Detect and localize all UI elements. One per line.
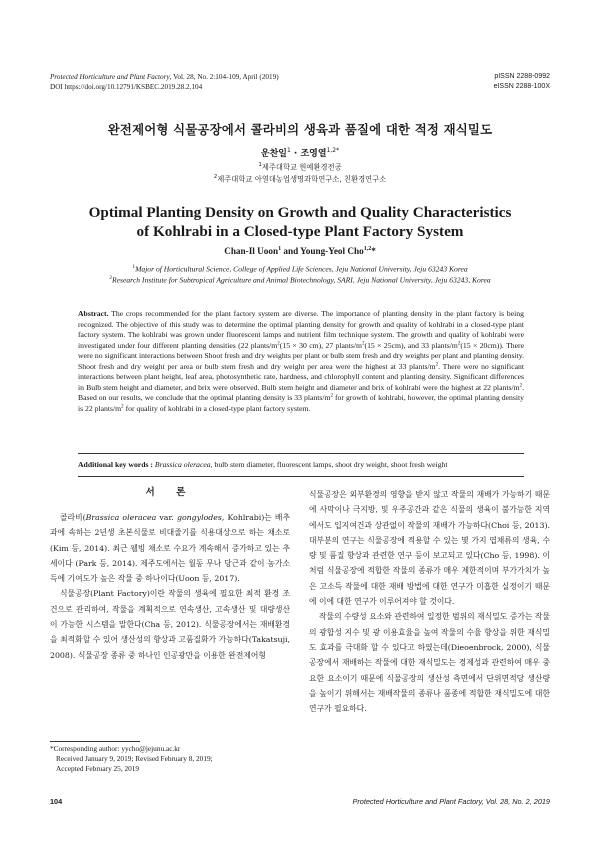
english-author-1-sup: 1 xyxy=(278,246,282,252)
korean-author-1-sup: 1 xyxy=(286,147,291,154)
english-authors xyxy=(40,246,560,256)
corresponding-mark: * xyxy=(371,246,376,257)
variety-name: gongylodes xyxy=(176,513,222,522)
abstract-text-8: for quality of kohlrabi in a closed-type plant factory system. xyxy=(123,403,311,413)
accepted-date: Accepted February 25, 2019 xyxy=(56,763,140,773)
citation-block xyxy=(50,72,410,92)
corresponding-author: *Corresponding author: yycho@jejunu.ac.kr xyxy=(50,744,181,753)
english-title-line-1: Optimal Planting Density on Growth and Quality Characteristics xyxy=(88,204,512,221)
korean-affiliation-2 xyxy=(40,174,560,184)
intro-paragraph-2: 식물공장(Plant Factory)이란 작물의 생육에 필요한 최적 환경 조건으로 관리하여, 작물을 계획적으로 연속생산, 고속생산 및 대량생산이 가능한 시스템을 말한다(Cha 등, 2012). 식물공장에서는 재배환경을 최적화할 수 있어 생산성의 향상과 고품질화가 가능하다(Takatsuji, 2008). 식물공장 종류 중 하나인 인공광만을 이용한 완전제어형 xyxy=(50,589,290,660)
english-author-1: Chan-Il Uoon xyxy=(224,246,279,257)
abstract-sup: 2 xyxy=(121,403,124,409)
english-affiliation-2 xyxy=(50,275,550,285)
korean-aff-1-text: 제주대학교 원예환경전공 xyxy=(261,162,342,172)
english-author-2: Young-Yeol Cho xyxy=(300,246,364,257)
korean-aff-2-sup: 2 xyxy=(213,174,218,180)
abstract-text-2: (15 × 30 cm), 27 plants/m xyxy=(279,340,363,350)
korean-aff-2-text: 제주대학교 아열대농업생명과학연구소, 친환경연구소 xyxy=(217,174,387,184)
footer-journal: Protected Horticulture and Plant Factory, Vol. 28, No. 2, 2019 xyxy=(352,797,550,806)
intro-paragraph-4: 작물의 수량성 요소와 관련하여 일정한 범위의 재식밀도 증가는 작물의 광합성 지수 및 광 이용효율을 높여 작물의 수율 향상을 위한 재식밀도 효과를 극대화 할 수 있다고 하였는데(Dieoenbrock, 2000), 식물공장에서 재배하는 작물에 대한 재식밀도는 경제성과 관련하여 매우 중요한 요소이기 때문에 식물공장의 생산성 측면에서 단위면적당 생산량을 높이기 위해서는 재배작물의 종류나 품종에 적합한 재식밀도에 대한 연구가 필요하다. xyxy=(309,612,550,714)
english-affiliation-1 xyxy=(50,264,550,274)
body-right-column xyxy=(309,487,550,716)
page-number: 104 xyxy=(50,797,63,806)
english-aff-1-sup: 1 xyxy=(132,264,136,270)
pissn: pISSN 2288-0992 xyxy=(494,73,550,80)
keywords-list: , bulb stem diameter, fluorescent lamps, shoot dry weight, shoot fresh weight xyxy=(210,460,448,469)
english-aff-2-sup: 2 xyxy=(109,275,113,281)
english-author-separator: and xyxy=(281,246,301,257)
korean-title: 완전제어형 식물공장에서 콜라비의 생육과 품질에 대한 적정 재식밀도 xyxy=(107,122,493,137)
abstract-sup: 2 xyxy=(435,361,439,367)
abstract-text-3: (15 × 25cm), and 33 plants/m xyxy=(364,340,458,350)
journal-name: Protected Horticulture and Plant Factory xyxy=(50,73,170,81)
abstract-text-4: (15 × 20cm)). There were no significant interactions between Shoot fresh and dry weights per plant or bulb stem fresh and dry weights per plant and planting density. Shoot fresh and dry weight per area or bulb stem fresh and dry weight per area were the highest at 33 plants/m xyxy=(78,340,524,371)
intro-text: , Kohlrabi)는 배추과에 속하는 2년생 초본식물로 비대줄기를 식용대상으로 하는 채소로(Kim 등, 2014). 최근 웰빙 채소로 수요가 계속해서 증가하고 있는 추세이다 (Park 등, 2014). 제주도에서는 월동 무나 당근과 같이 농가소득에 기여도가 높은 작물 중 하나이다(Uoon 등, 2017). xyxy=(50,513,291,584)
abstract-text-6: . Based on our results, we conclude that the optimal planting density is 33 plants/m xyxy=(78,382,524,402)
received-dates: Received January 9, 2019; Revised February 8, 2019; xyxy=(56,753,213,763)
korean-author-separator: · xyxy=(290,149,301,159)
section-title-introduction: 서 론 xyxy=(145,487,195,498)
intro-text: var. xyxy=(156,513,177,522)
abstract-divider xyxy=(78,453,524,454)
intro-text: 콜라비( xyxy=(60,513,86,522)
issn-block xyxy=(430,72,550,92)
additional-keywords xyxy=(78,460,524,470)
korean-aff-1-sup: 1 xyxy=(258,162,262,168)
english-aff-2-text: Research Institute for Subtropical Agriculture and Animal Biotechnology, SARI, Jeju National University, Jeju 63243, Korea xyxy=(112,275,491,285)
korean-authors xyxy=(40,146,560,159)
abstract-text-7: for growth of kohlrabi, however, the optimal planting density is 22 plants/m xyxy=(78,393,524,413)
keywords-divider xyxy=(78,476,524,477)
abstract-text-1: The crops recommended for the plant factory system are diverse. The importance of planting density in the plant factory is being recognized. The objective of this study was to determine the optimal planting density for growth and quality of kohlrabi in a closed-type plant factory system. The kohlrabi was grown under fluorescent lamps and nutrient film technique system. The growth and quality of kohlrabi were investigated under four different planting densities (22 plants/m xyxy=(78,309,524,350)
footnote-divider xyxy=(50,741,140,742)
keywords-label: Additional key words : xyxy=(78,460,153,469)
journal-citation xyxy=(50,72,410,82)
abstract-text-5: . There were no significant interactions between plant height, leaf area, photosynthetic rate, hardness, and chlorophyll content and planting density. Significant differences in Bulb stem height and diameter, and brix were observed. Bulb stem height and diameter and brix of kohlrabi were the highest at 22 plants/m xyxy=(78,361,524,392)
korean-author-2: 조영열 xyxy=(300,149,327,159)
english-author-2-sup: 1,2 xyxy=(363,246,372,252)
english-title xyxy=(60,203,540,241)
doi-link[interactable]: DOI https://doi.org/10.12791/KSBEC.2019.28.2.104 xyxy=(50,83,203,91)
footnotes xyxy=(50,744,290,773)
abstract-sup: 2 xyxy=(277,340,280,346)
eissn: eISSN 2288-100X xyxy=(493,83,550,90)
english-aff-1-text: Major of Horticultural Science, College of Applied Life Sciences, Jeju National University, Jeju 63243 Korea xyxy=(135,264,468,274)
abstract-label: Abstract. xyxy=(78,309,109,318)
species-name: Brassica oleracea xyxy=(85,513,157,522)
abstract xyxy=(78,309,524,414)
korean-affiliation-1 xyxy=(40,162,560,172)
abstract-sup: 2 xyxy=(362,340,365,346)
abstract-sup: 2 xyxy=(519,382,523,388)
english-title-line-2: of Kohlrabi in a Closed-type Plant Factory System xyxy=(136,223,464,240)
korean-author-1: 운찬일 xyxy=(260,149,287,159)
body-left-column xyxy=(50,484,290,663)
intro-paragraph-1 xyxy=(50,510,290,586)
abstract-sup: 2 xyxy=(457,340,461,346)
journal-volume-issue: , Vol. 28, No. 2:104-109, April (2019) xyxy=(169,73,279,81)
keywords-species: Brassica oleracea xyxy=(154,460,211,469)
abstract-sup: 2 xyxy=(330,393,333,399)
korean-author-2-sup: 1,2* xyxy=(326,147,340,154)
intro-paragraph-3: 식물공장은 외부환경의 영향을 받지 않고 작물의 재배가 가능하기 때문에 사막이나 극지방, 및 우주공간과 같은 식물의 생육이 불가능한 지역에서도 입지여건과 상관없이 작물의 재배가 가능하다(Choi 등, 2013). 대부분의 연구는 식물공장에 적용할 수 있는 몇 가지 엽채류의 생육, 수량 및 품질 향상과 관련한 연구 등이 보고되고 있다(Cho 등, 1998). 이처럼 식물공장에 적합한 작물의 종류가 매우 제한적이며 부가가치가 높은 고소득 작물에 대한 재배 방법에 대한 연구가 미흡한 실정이기 때문에 이에 대한 연구가 이루어져야 할 것이다. xyxy=(309,490,550,607)
